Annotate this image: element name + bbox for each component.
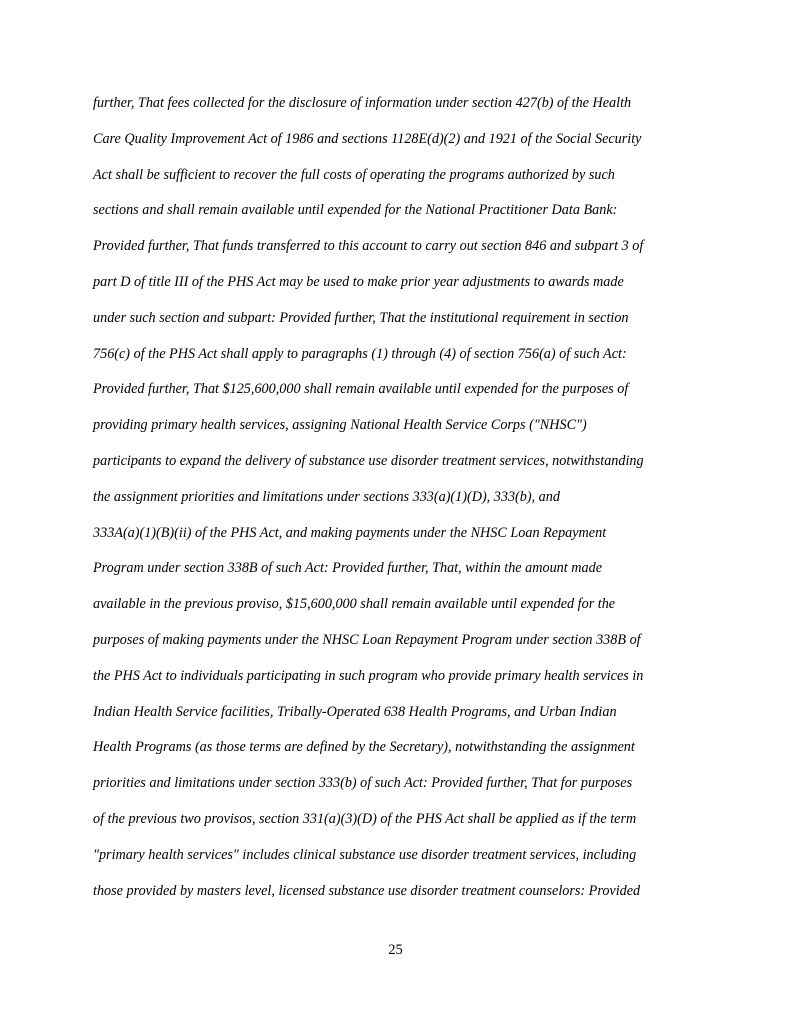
text-line-11: participants to expand the delivery of substance use disorder treatment services, notwithstanding (93, 452, 644, 469)
text-line-6: part D of title III of the PHS Act may be used to make prior year adjustments to awards made (93, 273, 624, 290)
text-line-21: of the previous two provisos, section 331(a)(3)(D) of the PHS Act shall be applied as if the term (93, 810, 637, 827)
text-line-10: providing primary health services, assigning National Health Service Corps ("NHSC") (93, 417, 587, 434)
text-line-19: Health Programs (as those terms are defined by the Secretary), notwithstanding the assignment (93, 739, 635, 756)
text-line-15: available in the previous proviso, $15,600,000 shall remain available until expended for the (93, 596, 616, 613)
text-line-18: Indian Health Service facilities, Tribally-Operated 638 Health Programs, and Urban Indian (93, 703, 617, 720)
text-line-2: Care Quality Improvement Act of 1986 and sections 1128E(d)(2) and 1921 of the Social Security (93, 130, 642, 147)
text-line-1: further, That fees collected for the disclosure of information under section 427(b) of the Health (93, 95, 632, 111)
text-line-3: Act shall be sufficient to recover the full costs of operating the programs authorized by such (93, 166, 615, 183)
text-line-8: 756(c) of the PHS Act shall apply to paragraphs (1) through (4) of section 756(a) of such Act: (93, 345, 627, 362)
text-line-17: the PHS Act to individuals participating in such program who provide primary health services in (93, 667, 644, 684)
text-line-13: 333A(a)(1)(B)(ii) of the PHS Act, and making payments under the NHSC Loan Repayment (93, 524, 607, 541)
text-line-22: "primary health services" includes clinical substance use disorder treatment services, including (93, 846, 637, 863)
text-line-16: purposes of making payments under the NHSC Loan Repayment Program under section 338B of (93, 631, 641, 648)
body-text (93, 92, 713, 915)
text-line-7: under such section and subpart: Provided further, That the institutional requirement in section (93, 309, 629, 326)
page-number: 25 (388, 942, 403, 958)
text-line-14: Program under section 338B of such Act: Provided further, That, within the amount made (93, 560, 602, 577)
text-line-4: sections and shall remain available until expended for the National Practitioner Data Bank: (93, 202, 618, 219)
text-line-23: those provided by masters level, licensed substance use disorder treatment counselors: Provided (93, 882, 641, 899)
text-line-20: priorities and limitations under section 333(b) of such Act: Provided further, That for purposes (93, 775, 633, 792)
text-line-5: Provided further, That funds transferred to this account to carry out section 846 and subpart 3 of (93, 238, 644, 255)
text-line-12: the assignment priorities and limitations under sections 333(a)(1)(D), 333(b), and (93, 488, 560, 505)
text-line-9: Provided further, That $125,600,000 shall remain available until expended for the purposes of (93, 381, 629, 398)
